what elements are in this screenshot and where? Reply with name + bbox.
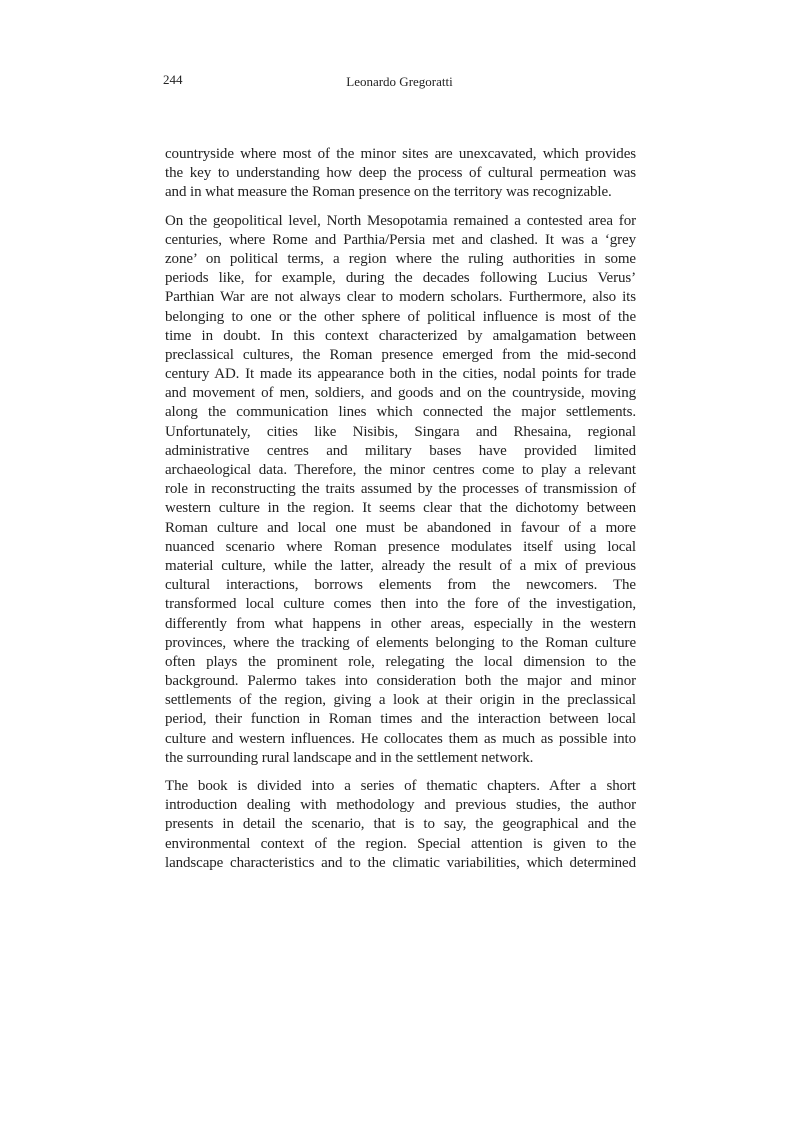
text-line: zone’ on political terms, a region where the ruling authorities in some [165,250,636,267]
text-line: background. Palermo takes into consideration both the major and minor [165,673,636,690]
text-line: transformed local culture comes then into the fore of the investigation, [165,596,636,613]
text-line: preclassical cultures, the Roman presence emerged from the mid-second [165,346,636,363]
text-line: environmental context of the region. Special attention is given to the [165,835,636,852]
text-line: nuanced scenario where Roman presence modulates itself using local [165,538,636,555]
text-line: Roman culture and local one must be abandoned in favour of a more [165,519,636,536]
text-line: western culture in the region. It seems clear that the dichotomy between [165,500,636,517]
body-text [165,145,636,882]
text-line: role in reconstructing the traits assumed by the processes of transmission of [165,481,636,498]
text-line: periods like, for example, during the decades following Lucius Verus’ [165,270,636,287]
paragraph [165,212,636,768]
text-line: On the geopolitical level, North Mesopotamia remained a contested area for [165,212,636,229]
text-line: culture and western influences. He collocates them as much as possible into [165,730,636,747]
text-line: countryside where most of the minor sites are unexcavated, which provides [165,146,636,162]
text-line: Unfortunately, cities like Nisibis, Singara and Rhesaina, regional [165,423,636,440]
text-line: often plays the prominent role, relegating the local dimension to the [165,653,636,670]
text-line: the surrounding rural landscape and in the settlement network. [165,749,534,766]
text-line: The book is divided into a series of thematic chapters. After a short [165,778,636,794]
text-line: administrative centres and military bases have provided limited [165,442,636,459]
text-line: the key to understanding how deep the process of cultural permeation was [165,165,636,182]
text-line: landscape characteristics and to the climatic variabilities, which determined [165,854,636,871]
text-line: cultural interactions, borrows elements from the newcomers. The [165,577,636,594]
text-line: along the communication lines which connected the major settlements. [165,404,636,421]
text-line: settlements of the region, giving a look at their origin in the preclassical [165,692,636,709]
text-line: and in what measure the Roman presence on the territory was recognizable. [165,184,612,201]
text-line: archaeological data. Therefore, the minor centres come to play a relevant [165,462,636,478]
text-line: centuries, where Rome and Parthia/Persia met and clashed. It was a ‘grey [165,231,636,248]
text-line: presents in detail the scenario, that is to say, the geographical and the [165,816,636,833]
text-line: Parthian War are not always clear to modern scholars. Furthermore, also its [165,289,636,306]
paragraph [165,777,636,873]
text-line: material culture, while the latter, already the result of a mix of previous [165,557,636,574]
text-line: differently from what happens in other areas, especially in the western [165,615,636,632]
page-number: 244 [163,72,183,87]
text-line: century AD. It made its appearance both in the cities, nodal points for trade [165,366,636,383]
text-line: introduction dealing with methodology and previous studies, the author [165,797,636,814]
text-line: and movement of men, soldiers, and goods and on the countryside, moving [165,385,636,402]
running-head: Leonardo Gregoratti [346,74,453,89]
text-line: belonging to one or the other sphere of political influence is most of the [165,308,636,325]
text-line: time in doubt. In this context characterized by amalgamation between [165,327,636,344]
paragraph [165,145,636,203]
text-line: provinces, where the tracking of elements belonging to the Roman culture [165,634,636,651]
text-line: period, their function in Roman times and the interaction between local [165,711,636,728]
